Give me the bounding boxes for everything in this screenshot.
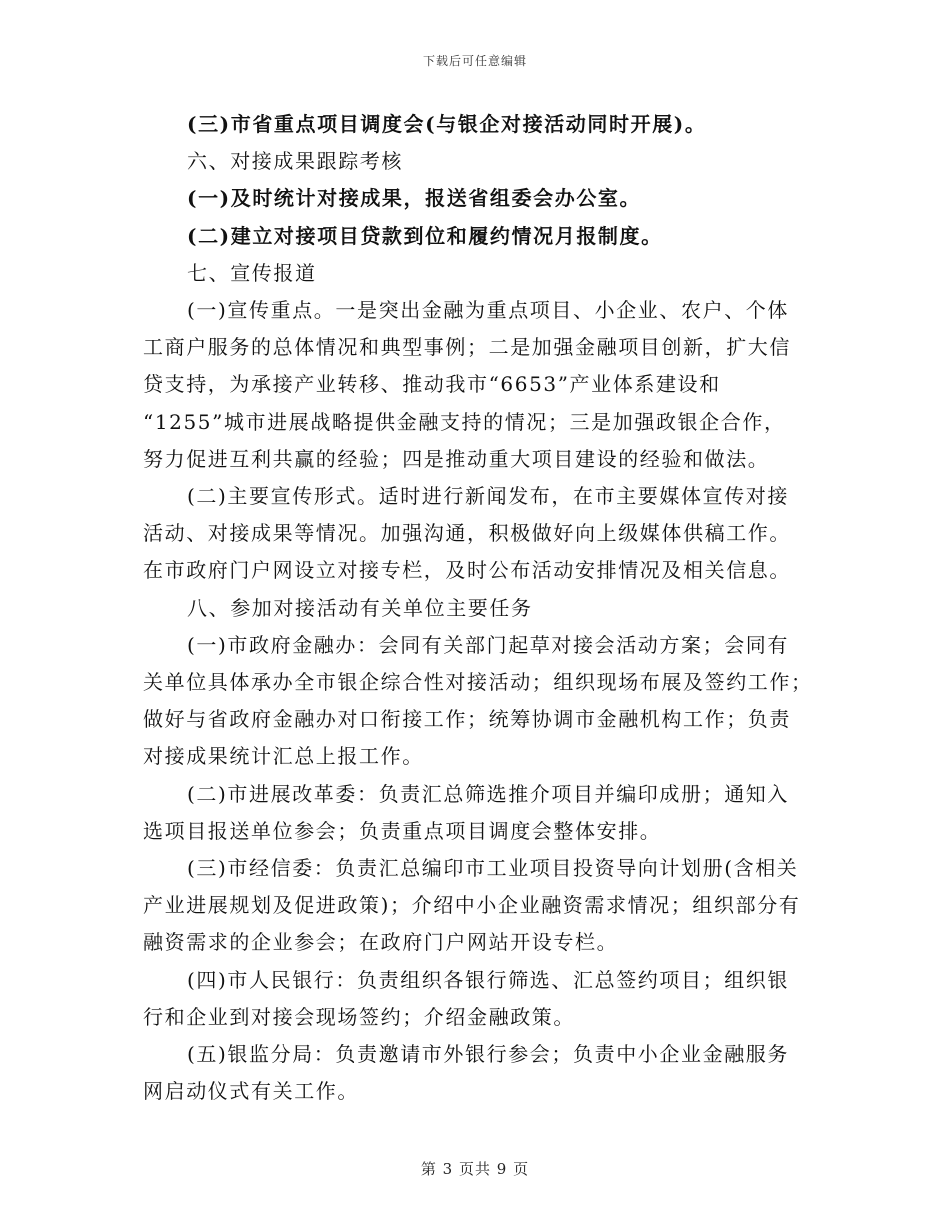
paragraph-line: 网启动仪式有关工作。 — [143, 1079, 359, 1104]
paragraph-line: 在市政府门户网设立对接专栏，及时公布活动安排情况及相关信息。 — [143, 558, 791, 583]
item-heading: (一)及时统计对接成果，报送省组委会办公室。 — [187, 186, 642, 211]
paragraph-line: 做好与省政府金融办对口衔接工作；统筹协调市金融机构工作；负责 — [143, 707, 791, 732]
item-heading: (三)市省重点项目调度会(与银企对接活动同时开展)。 — [187, 112, 707, 136]
paragraph-line: 对接成果统计汇总上报工作。 — [143, 744, 424, 769]
paragraph-line: (一)市政府金融办：会同有关部门起草对接会活动方案；会同有 — [187, 632, 790, 657]
paragraph-line: (四)市人民银行：负责组织各银行筛选、汇总签约项目；组织银 — [187, 967, 790, 992]
page-header: 下载后可任意编辑 — [422, 54, 527, 68]
page-footer: 第 3 页共 9 页 — [420, 1160, 530, 1178]
paragraph-line: (五)银监分局：负责邀请市外银行参会；负责中小企业金融服务 — [187, 1042, 790, 1067]
paragraph-line: 行和企业到对接会现场签约；介绍金融政策。 — [143, 1004, 575, 1029]
paragraph-line: 贷支持，为承接产业转移、推动我市“6653”产业体系建设和 — [143, 372, 721, 397]
paragraph-line: 关单位具体承办全市银企综合性对接活动；组织现场布展及签约工作； — [143, 670, 813, 695]
section-heading: 七、宣传报道 — [187, 260, 317, 285]
paragraph-line: (一)宣传重点。一是突出金融为重点项目、小企业、农户、个体 — [187, 298, 790, 323]
section-heading: 八、参加对接活动有关单位主要任务 — [187, 595, 533, 620]
document-body — [143, 106, 813, 1110]
paragraph-line: 努力促进互利共赢的经验；四是推动重大项目建设的经验和做法。 — [143, 446, 770, 471]
item-heading: (二)建立对接项目贷款到位和履约情况月报制度。 — [187, 223, 663, 248]
paragraph-line: 选项目报送单位参会；负责重点项目调度会整体安排。 — [143, 818, 662, 843]
paragraph-line: “1255”城市进展战略提供金融支持的情况；三是加强政银企合作， — [143, 409, 786, 434]
paragraph-line: 融资需求的企业参会；在政府门户网站开设专栏。 — [143, 930, 619, 955]
paragraph-line: 活动、对接成果等情况。加强沟通，积极做好向上级媒体供稿工作。 — [143, 521, 791, 546]
section-heading: 六、对接成果跟踪考核 — [187, 149, 403, 174]
paragraph-line: 工商户服务的总体情况和典型事例；二是加强金融项目创新，扩大信 — [143, 335, 791, 360]
paragraph-line: (三)市经信委：负责汇总编印市工业项目投资导向计划册(含相关 — [187, 856, 799, 881]
paragraph-line: 产业进展规划及促进政策)；介绍中小企业融资需求情况；组织部分有 — [143, 893, 801, 918]
paragraph-line: (二)市进展改革委：负责汇总筛选推介项目并编印成册；通知入 — [187, 781, 790, 806]
paragraph-line: (二)主要宣传形式。适时进行新闻发布，在市主要媒体宣传对接 — [187, 484, 790, 509]
